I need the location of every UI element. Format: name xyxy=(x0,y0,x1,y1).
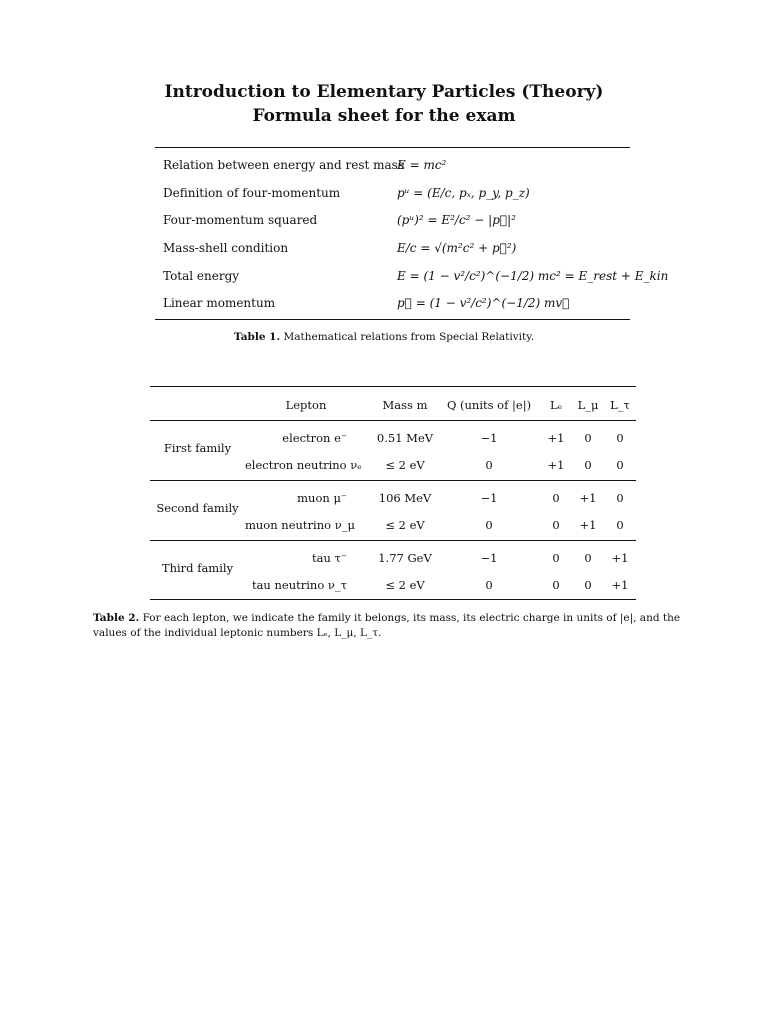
formula-label: Relation between energy and rest mass xyxy=(163,158,404,172)
lepton-ltau: 0 xyxy=(616,431,624,445)
formula-expression: E = mc² xyxy=(397,158,447,172)
lepton-name: tau τ⁻ xyxy=(312,551,347,565)
family-label: Second family xyxy=(156,501,239,515)
header-charge: Q (units of |e|) xyxy=(446,398,532,412)
lepton-mass: 106 MeV xyxy=(378,491,432,505)
lepton-ltau: 0 xyxy=(616,518,624,532)
lepton-lmu: 0 xyxy=(584,458,592,472)
lepton-ltau: 0 xyxy=(616,458,624,472)
header-ltau: L_τ xyxy=(610,398,630,412)
table2-header-rule xyxy=(150,420,636,421)
table1-top-rule xyxy=(155,147,630,148)
header-mass: Mass m xyxy=(382,398,428,412)
lepton-le: 0 xyxy=(552,551,560,565)
formula-label: Four-momentum squared xyxy=(163,213,318,227)
lepton-name: electron neutrino νₑ xyxy=(245,458,362,472)
family-label: Third family xyxy=(161,561,234,575)
lepton-le: 0 xyxy=(552,518,560,532)
lepton-charge: 0 xyxy=(485,518,493,532)
lepton-ltau: +1 xyxy=(611,551,629,565)
formula-label: Linear momentum xyxy=(163,296,276,310)
formula-expression: pᵘ = (E/c, pₓ, p_y, p_z) xyxy=(397,186,530,200)
lepton-charge: 0 xyxy=(485,458,493,472)
family-label: First family xyxy=(163,441,232,455)
document-subtitle: Formula sheet for the exam xyxy=(252,106,516,126)
formula-expression: (pᵘ)² = E²/c² − |p⃗|² xyxy=(397,213,516,227)
lepton-lmu: 0 xyxy=(584,578,592,592)
lepton-mass: ≤ 2 eV xyxy=(385,458,425,472)
lepton-charge: −1 xyxy=(480,551,498,565)
lepton-le: +1 xyxy=(547,458,565,472)
lepton-le: 0 xyxy=(552,578,560,592)
header-le: Lₑ xyxy=(549,398,563,412)
family-divider xyxy=(150,540,636,541)
lepton-charge: −1 xyxy=(480,491,498,505)
formula-expression: E/c = √(m²c² + p⃗²) xyxy=(397,241,517,255)
formula-label: Mass-shell condition xyxy=(163,241,289,255)
formula-label: Total energy xyxy=(163,269,240,283)
lepton-charge: 0 xyxy=(485,578,493,592)
lepton-le: +1 xyxy=(547,431,565,445)
lepton-name: muon neutrino ν_μ xyxy=(245,518,355,532)
table2-caption-label: Table 2. xyxy=(93,612,140,624)
family-divider xyxy=(150,480,636,481)
table2-caption-text: For each lepton, we indicate the family it belongs, its mass, its electric charge in units of |e|, and the values of the individual leptonic numbers Lₑ, L_μ, L_τ. xyxy=(93,612,681,639)
lepton-lmu: 0 xyxy=(584,551,592,565)
lepton-charge: −1 xyxy=(480,431,498,445)
formula-label: Definition of four-momentum xyxy=(163,186,341,200)
header-lmu: L_μ xyxy=(577,398,599,412)
lepton-ltau: +1 xyxy=(611,578,629,592)
document-title: Introduction to Elementary Particles (Theory) xyxy=(164,82,604,102)
table2-caption xyxy=(93,611,703,641)
header-lepton: Lepton xyxy=(285,398,327,412)
lepton-mass: 0.51 MeV xyxy=(376,431,434,445)
lepton-mass: ≤ 2 eV xyxy=(385,518,425,532)
lepton-name: muon μ⁻ xyxy=(297,491,347,505)
table1-caption xyxy=(0,331,768,343)
lepton-lmu: 0 xyxy=(584,431,592,445)
table1-caption-text: Mathematical relations from Special Relativity. xyxy=(283,331,535,343)
lepton-ltau: 0 xyxy=(616,491,624,505)
table2-bottom-rule xyxy=(150,599,636,600)
lepton-mass: 1.77 GeV xyxy=(378,551,432,565)
lepton-lmu: +1 xyxy=(579,491,597,505)
formula-expression: p⃗ = (1 − v²/c²)^(−1/2) mv⃗ xyxy=(397,296,570,310)
lepton-lmu: +1 xyxy=(579,518,597,532)
lepton-name: tau neutrino ν_τ xyxy=(251,578,347,592)
table1-caption-label: Table 1. xyxy=(233,331,281,343)
table1-bottom-rule xyxy=(155,319,630,320)
lepton-le: 0 xyxy=(552,491,560,505)
formula-expression: E = (1 − v²/c²)^(−1/2) mc² = E_rest + E_kin xyxy=(397,269,669,283)
lepton-name: electron e⁻ xyxy=(282,431,347,445)
table2-top-rule xyxy=(150,386,636,387)
lepton-mass: ≤ 2 eV xyxy=(385,578,425,592)
